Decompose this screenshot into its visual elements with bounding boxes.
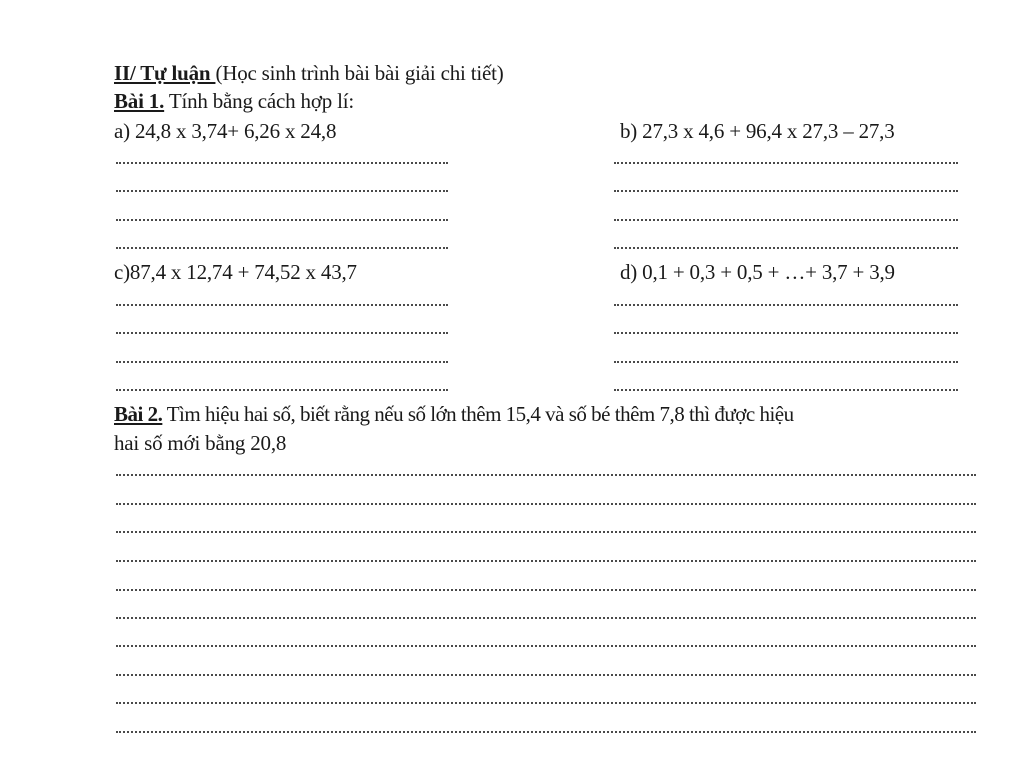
section-note: (Học sinh trình bài bài giải chi tiết) [215, 61, 504, 85]
answer-line-c-4[interactable] [116, 389, 448, 391]
answer-line-d-2[interactable] [614, 332, 958, 334]
answer-line-d-1[interactable] [614, 304, 958, 306]
answer-line-ex2-6[interactable] [116, 617, 976, 619]
exercise-2-text: Tìm hiệu hai số, biết rằng nếu số lớn thêm 15,4 và số bé thêm 7,8 thì được hiệu [162, 402, 794, 426]
answer-line-d-3[interactable] [614, 361, 958, 363]
answer-line-ex2-5[interactable] [116, 589, 976, 591]
answer-line-a-4[interactable] [116, 247, 448, 249]
exercise-1-part-b: b) 27,3 x 4,6 + 96,4 x 27,3 – 27,3 [620, 119, 895, 143]
exercise-1-part-c: c)87,4 x 12,74 + 74,52 x 43,7 [114, 260, 357, 284]
exercise-1-label: Bài 1. [114, 89, 165, 113]
answer-line-ex2-3[interactable] [116, 531, 976, 533]
answer-line-ex2-7[interactable] [116, 645, 976, 647]
answer-line-ex2-1[interactable] [116, 474, 976, 476]
answer-line-c-1[interactable] [116, 304, 448, 306]
exercise-1-part-d: d) 0,1 + 0,3 + 0,5 + …+ 3,7 + 3,9 [620, 260, 895, 284]
exercise-2-line-1 [114, 402, 794, 426]
answer-line-ex2-9[interactable] [116, 702, 976, 704]
answer-line-ex2-10[interactable] [116, 731, 976, 733]
answer-line-d-4[interactable] [614, 389, 958, 391]
answer-line-c-2[interactable] [116, 332, 448, 334]
exercise-1-instruction: Tính bằng cách hợp lí: [164, 89, 354, 113]
exercise-1-heading [114, 89, 354, 113]
answer-line-ex2-4[interactable] [116, 560, 976, 562]
answer-line-ex2-8[interactable] [116, 674, 976, 676]
exercise-2-label: Bài 2. [114, 402, 163, 426]
answer-line-b-4[interactable] [614, 247, 958, 249]
answer-line-c-3[interactable] [116, 361, 448, 363]
answer-line-a-1[interactable] [116, 162, 448, 164]
answer-line-a-2[interactable] [116, 190, 448, 192]
answer-line-b-1[interactable] [614, 162, 958, 164]
answer-line-ex2-2[interactable] [116, 503, 976, 505]
answer-line-b-2[interactable] [614, 190, 958, 192]
exercise-2-line-2: hai số mới bằng 20,8 [114, 431, 287, 455]
section-title: II/ Tự luận [114, 61, 216, 85]
exercise-1-part-a: a) 24,8 x 3,74+ 6,26 x 24,8 [114, 119, 337, 143]
answer-line-b-3[interactable] [614, 219, 958, 221]
answer-line-a-3[interactable] [116, 219, 448, 221]
section-heading [114, 61, 504, 85]
